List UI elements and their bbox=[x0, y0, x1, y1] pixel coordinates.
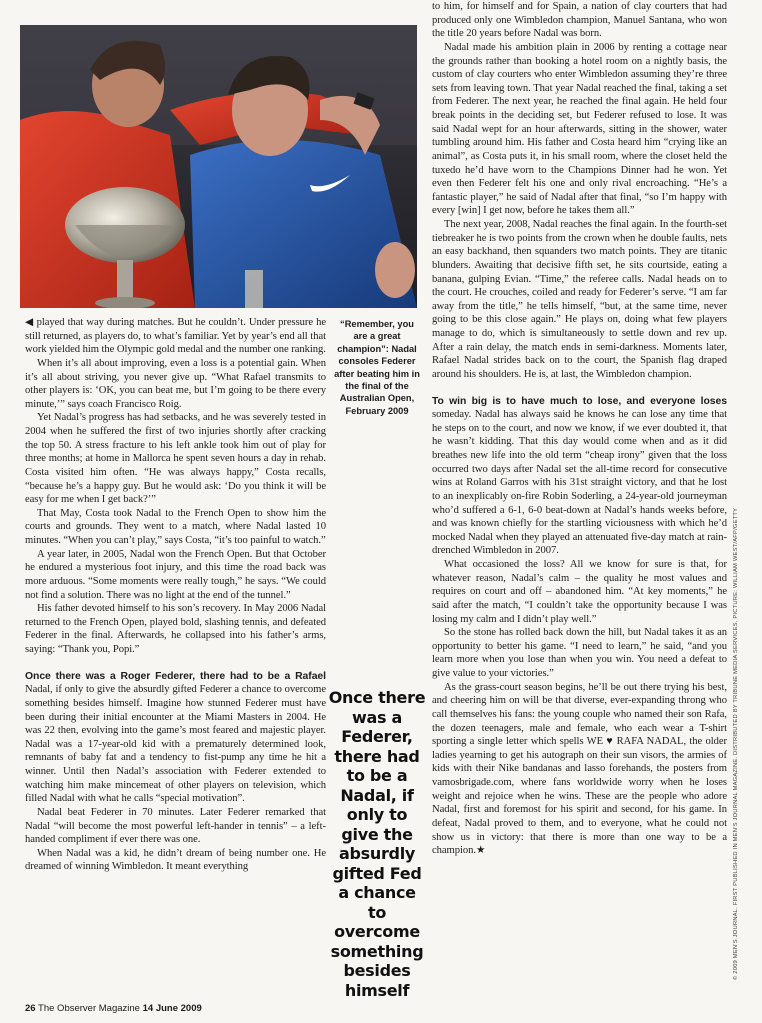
paragraph: The next year, 2008, Nadal reaches the final again. In the fourth-set tiebreaker he is two points from the crown when he double faults, nets an easy backhand, then squanders two match points. They are titanic blunders. Awaiting that decisive fifth set, he sits courtside, eating a banana, gulping Evian. “Time,” the referee calls. Nadal heads on to the court. He crouches, coiled and ready for Federer’s serve. “I am far away from the title,” he tells himself, “but, at the same time, never going to be this close again.” He plays on, doing what few players manage to do, which is simultaneously to settle down and rev up. After a rain delay, the match ends in semi-darkness. Moments later, Rafael Nadal strides back on to the court, the Spanish flag draped around his shoulders. He is, at last, the Wimbledon champion. bbox=[432, 219, 727, 380]
page-number: 26 bbox=[25, 1003, 36, 1014]
article-photo bbox=[20, 25, 417, 308]
paragraph: So the stone has rolled back down the hill, but Nadal takes it as an opportunity to better his game. “I need to learn,” he said, “and you learn more when you lose than when you win. You need a defeat to give value to your victories.” bbox=[432, 627, 727, 679]
issue-date: 14 June 2009 bbox=[142, 1003, 202, 1014]
paragraph: to him, for himself and for Spain, a nation of clay courters that had produced only one Wimbledon champion, Manuel Santana, who won the title 20 years before Nadal was born. bbox=[432, 1, 727, 40]
pull-quote: Once there was a Federer, there had to be a Nadal, if only to give the absurdly gifted Fed a chance to overcome something besides himself bbox=[328, 688, 426, 1000]
paragraph: ◀ played that way during matches. But he couldn’t. Under pressure he still returned, as players do, to what’s familiar. Yet by year’s end all that work yielded him the Olympic gold medal and the number one ranking. bbox=[25, 317, 326, 356]
page-footer bbox=[25, 1003, 202, 1014]
section-lead-in: Once there was a Roger Federer, there had to be a Rafael bbox=[25, 670, 326, 682]
paragraph: What occasioned the loss? All we know for sure is that, for whatever reason, Nadal’s calm – the quality he most values and requires on court and off – abandoned him. “At key moments,” he said after the match, “I couldn’t take the opportunity because I was losing my calm and I didn’t play well.” bbox=[432, 559, 727, 625]
photo-image bbox=[20, 25, 417, 308]
right-column bbox=[432, 0, 727, 858]
paragraph: Nadal beat Federer in 70 minutes. Later Federer remarked that Nadal “will become the most powerful left-hander in tennis” – a left-handed compliment if ever there was one. bbox=[25, 806, 326, 846]
left-column bbox=[25, 316, 326, 874]
paragraph: Nadal made his ambition plain in 2006 by renting a cottage near the grounds rather than booking a hotel room on a nightly basis, the custom of clay courters who enter Wimbledon assuming they’re three sets from leaving town. That year Nadal reached the final, taking a set from Federer. The next year, he reached the final again. He held four break points in the deciding set, but Federer refused to lose. It was said Nadal wept for an hour afterwards, sitting in the shower, water tumbling around him. His father and Costa heard him “crying like an animal”, as Costa puts it, in his small room, where the closet held the tuxedo he’d have worn to the Champions Dinner had he won. Yet even then Federer felt his one and only rival encroaching. “He’s a fantastic player,” he said of Nadal after that final, “so I’m happy with every [win] I get now, before he takes them all.” bbox=[432, 41, 727, 217]
photo-caption: “Remember, you are a great champion”: Nadal consoles Federer after beating him in the final of the Australian Open, February 2009 bbox=[334, 319, 420, 416]
paragraph: A year later, in 2005, Nadal won the French Open. But that October he endured a mysterious foot injury, and this time the road back was more arduous. “Some moments were really tough,” he says. “We could not find a solution. There was no light at the end of the tunnel.” bbox=[25, 548, 326, 601]
paragraph: That May, Costa took Nadal to the French Open to show him the courts and grounds. They went to a match, where Nadal lasted 10 minutes. “When you can’t play,” says Costa, “it’s too painful to watch.” bbox=[25, 507, 326, 546]
paragraph-text: Nadal, if only to give the absurdly gifted Federer a chance to overcome something besides himself. Imagine how stunned Federer must have been during their initial encounter at the Miami Masters in 2004. He was 22 then, evolving into the game’s most feared and majestic player. Nadal was a 17-year-old kid with a prematurely determined look, remnants of baby fat and a tendency to fist-pump any time he hit a winner. Until then Nadal’s association with Federer extended to watching him make mincemeat of other players on television, which filled Nadal with what he calls “special motivation”. bbox=[25, 684, 326, 805]
paragraph: As the grass-court season begins, he’ll be out there trying his best, and cheering him on will be that diverse, ever-expanding throng who call themselves his fans: the young couple who named their son Rafa, the dozen teenagers, male and female, who each wear a T-shirt sporting a single letter which spells WE ♥ RAFA NADAL, the older ladies yearning to get his autograph on their sun visors, the armies of kids with their Nike bandanas and lasso forehands, the posters from vamosbrigade.com, where fans worldwide worry when he loses weight and rejoice when he wins. These are the people who adore Nadal, first and foremost for his spirit and second, for his game. In defeat, Nadal proved to them, and to everyone, what he could not show us in victory: that there is more than one way to be a champion.★ bbox=[432, 681, 727, 857]
section-lead-in: To win big is to have much to lose, and everyone loses bbox=[432, 395, 727, 407]
paragraph-text: someday. Nadal has always said he knows he can lose any time that he steps on to the court, and now we know, if we ever doubted it, that he wasn’t kidding. That this day would come when and as it did breathes new life into the old term “cheap irony” given that the loss occurred two days after Nadal set the all-time record for consecutive wins at Roland Garros with his 31st straight victory, and that he lost to an inexplicably on-fire Robin Soderling, a 24-year-old journeyman who’d suffered a 6-1, 6-0 beat-down at Nadal’s hands weeks before, and was known chiefly for the startling viciousness with which he’d mocked Nadal when they played an attenuated five-day match at rain-drenched Wimbledon in 2007. bbox=[432, 409, 727, 557]
paragraph: Yet Nadal’s progress has had setbacks, and he was severely tested in 2004 when he suffered the first of two injuries shortly after cracking the top 50. A stress fracture to his left ankle took him out of play for three months; at home in Mallorca he spent seven hours a day in rehab. Costa visited him often. “He was always happy,” Costa recalls, “because he’s a happy guy. But he would ask: ‘Do you think it will be easy for me when I get back?’” bbox=[25, 412, 326, 506]
section-lead-paragraph bbox=[432, 395, 727, 559]
paragraph: When Nadal was a kid, he didn’t dream of being number one. He dreamed of winning Wimbledon. It meant everything bbox=[25, 847, 326, 873]
publication-name: The Observer Magazine bbox=[38, 1003, 140, 1014]
photo-credit bbox=[733, 420, 745, 980]
paragraph: His father devoted himself to his son’s recovery. In May 2006 Nadal returned to the French Open, played bold, slashing tennis, and defeated Federer in the final. Afterwards, he collapsed into his father’s arms, saying: “Thank you, Popi.” bbox=[25, 603, 326, 655]
credit-text: © 2009 MEN’S JOURNAL. FIRST PUBLISHED IN MEN’S JOURNAL MAGAZINE. DISTRIBUTED BY TRIBUNE MEDIA SERVICES. PICTURE: WILLIAM WEST/AFP/GETTY bbox=[733, 507, 739, 980]
section-lead-paragraph bbox=[25, 670, 326, 806]
paragraph: When it’s all about improving, even a loss is a potential gain. When it’s all about striving, you never give up. “What Rafael transmits to other players is: ‘OK, you can beat me, but I’m going to be there every minute,’” says coach Francisco Roig. bbox=[25, 357, 326, 410]
